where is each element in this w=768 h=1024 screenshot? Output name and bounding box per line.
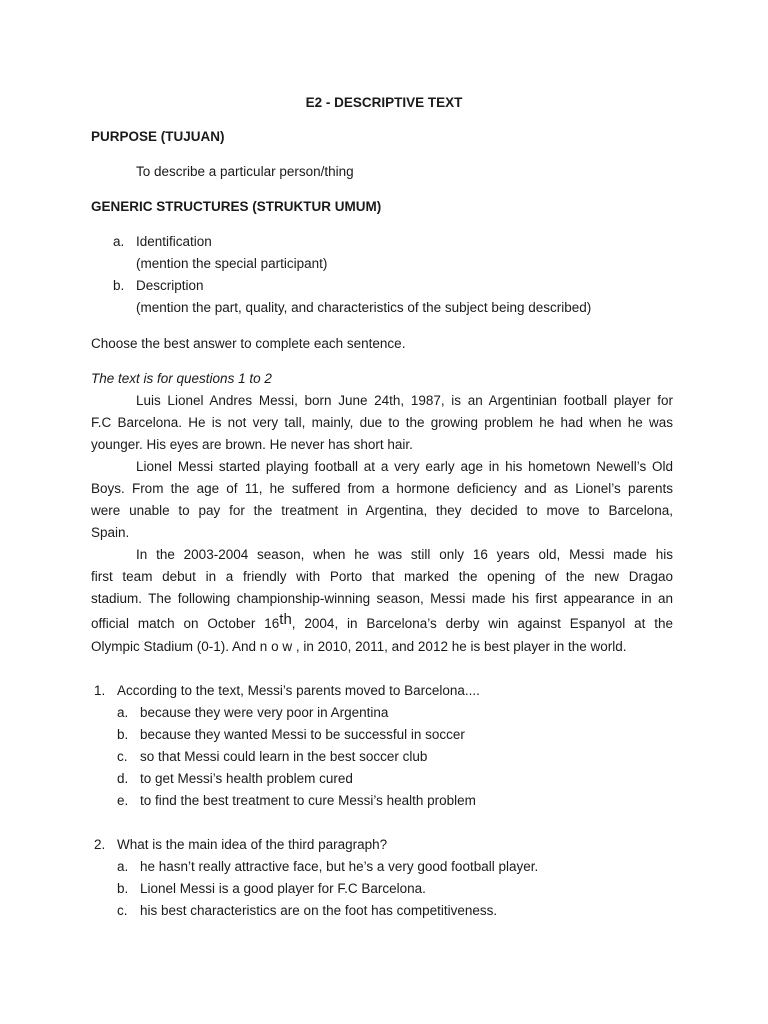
generic-structures-heading: GENERIC STRUCTURES (STRUKTUR UMUM) <box>91 199 382 214</box>
question-number: 1. <box>94 683 106 698</box>
passage-line: Boys. From the age of 11, he suffered from a hormone deficiency and as Lionel’s parents <box>91 481 673 496</box>
option-marker: c. <box>117 749 128 764</box>
purpose-heading: PURPOSE (TUJUAN) <box>91 129 225 144</box>
option-marker: d. <box>117 771 129 786</box>
passage-line-part: official match on October 16 <box>91 616 280 631</box>
answer-option: he hasn’t really attractive face, but he’s a very good football player. <box>140 859 539 874</box>
passage-line: Lionel Messi started playing football at a very early age in his hometown Newell’s Old <box>136 459 673 474</box>
passage-line: stadium. The following championship-winning season, Messi made his first appearance in an <box>91 591 673 606</box>
purpose-text: To describe a particular person/thing <box>136 164 354 179</box>
passage-intro: The text is for questions 1 to 2 <box>91 371 272 386</box>
answer-option: to get Messi’s health problem cured <box>140 771 353 786</box>
answer-option: because they were very poor in Argentina <box>140 705 389 720</box>
passage-line: Spain. <box>91 525 130 540</box>
option-marker: a. <box>117 705 129 720</box>
structure-note-description: (mention the part, quality, and characteristics of the subject being described) <box>136 300 592 315</box>
passage-line: In the 2003-2004 season, when he was still only 16 years old, Messi made his <box>136 547 673 562</box>
answer-option: so that Messi could learn in the best soccer club <box>140 749 428 764</box>
option-marker: b. <box>117 881 129 896</box>
answer-option: Lionel Messi is a good player for F.C Barcelona. <box>140 881 426 896</box>
structure-item-description: Description <box>136 278 204 293</box>
question-number: 2. <box>94 837 106 852</box>
structure-note-identification: (mention the special participant) <box>136 256 328 271</box>
option-marker: c. <box>117 903 128 918</box>
ordinal-superscript: th <box>279 611 292 628</box>
option-marker: e. <box>117 793 129 808</box>
passage-line: younger. His eyes are brown. He never has short hair. <box>91 437 413 452</box>
passage-line-part: , 2004, in Barcelona’s derby win against Espanyol at the <box>291 616 673 631</box>
option-marker: a. <box>117 859 129 874</box>
option-marker: b. <box>117 727 129 742</box>
question-text: What is the main idea of the third paragraph? <box>117 837 388 852</box>
passage-line-with-superscript <box>91 611 673 631</box>
answer-option: because they wanted Messi to be successful in soccer <box>140 727 465 742</box>
passage-line: first team debut in a friendly with Porto that marked the opening of the new Dragao <box>91 569 673 584</box>
passage-line: Luis Lionel Andres Messi, born June 24th, 1987, is an Argentinian football player for <box>136 393 673 408</box>
passage-line: F.C Barcelona. He is not very tall, mainly, due to the growing problem he had when he was <box>91 415 673 430</box>
structure-item-identification: Identification <box>136 234 212 249</box>
answer-option: his best characteristics are on the foot has competitiveness. <box>140 903 498 918</box>
structure-marker-a: a. <box>113 234 125 249</box>
instruction-text: Choose the best answer to complete each sentence. <box>91 336 406 351</box>
answer-option: to find the best treatment to cure Messi’s health problem <box>140 793 476 808</box>
structure-marker-b: b. <box>113 278 125 293</box>
question-text: According to the text, Messi’s parents moved to Barcelona.... <box>117 683 480 698</box>
passage-line: Olympic Stadium (0-1). And n o w , in 2010, 2011, and 2012 he is best player in the world. <box>91 639 627 654</box>
document-title: E2 - DESCRIPTIVE TEXT <box>305 95 463 110</box>
passage-line: were unable to pay for the treatment in Argentina, they decided to move to Barcelona, <box>91 503 673 518</box>
